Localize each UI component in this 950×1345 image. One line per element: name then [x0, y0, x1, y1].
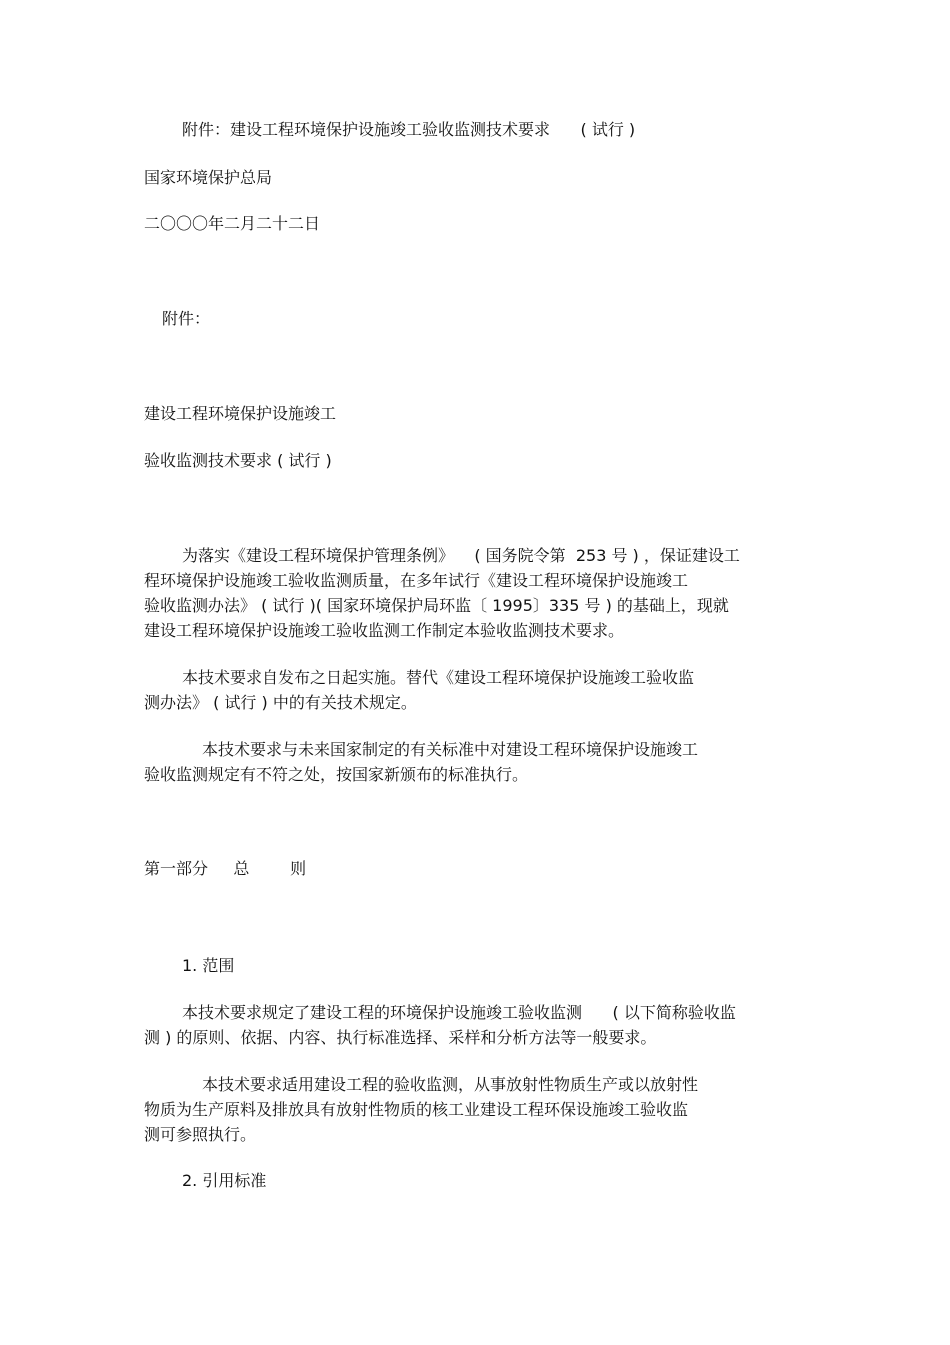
issue-date: 二〇〇〇年二月二十二日 [144, 214, 321, 233]
part-1-heading: 第一部分 总 则 [144, 859, 307, 878]
doc-title-line-1: 建设工程环境保护设施竣工 [144, 404, 337, 423]
section-2-title: 2. 引用标准 [182, 1171, 267, 1190]
paragraph-line: 验收监测规定有不符之处，按国家新颁布的标准执行。 [144, 765, 529, 784]
issuer: 国家环境保护总局 [144, 168, 273, 187]
paragraph-line: 为落实《建设工程环境保护管理条例》 ( 国务院令第 253 号 ) ，保证建设工 [182, 546, 740, 565]
paragraph-line: 物质为生产原料及排放具有放射性物质的核工业建设工程环保设施竣工验收监 [144, 1100, 689, 1119]
paragraph-line: 测 ) 的原则、依据、内容、执行标准选择、采样和分析方法等一般要求。 [144, 1028, 657, 1047]
paragraph-line: 本技术要求适用建设工程的验收监测，从事放射性物质生产或以放射性 [202, 1075, 699, 1094]
paragraph-line: 程环境保护设施竣工验收监测质量，在多年试行《建设工程环境保护设施竣工 [144, 571, 689, 590]
paragraph-line: 验收监测办法》 ( 试行 )( 国家环境保护局环监〔 1995〕335 号 ) 的基础上，现就 [144, 596, 729, 615]
section-1-title: 1. 范围 [182, 956, 235, 975]
paragraph-line: 测可参照执行。 [144, 1125, 257, 1144]
paragraph-line: 本技术要求规定了建设工程的环境保护设施竣工验收监测 ( 以下简称验收监 [182, 1003, 736, 1022]
paragraph-line: 本技术要求与未来国家制定的有关标准中对建设工程环境保护设施竣工 [202, 740, 699, 759]
doc-title-line-2: 验收监测技术要求 ( 试行 ) [144, 451, 332, 470]
attachment-label: 附件： [162, 309, 211, 328]
attachment-title: 附件：建设工程环境保护设施竣工验收监测技术要求 ( 试行 ) [182, 120, 636, 139]
paragraph-line: 本技术要求自发布之日起实施。替代《建设工程环境保护设施竣工验收监 [182, 668, 695, 687]
paragraph-line: 建设工程环境保护设施竣工验收监测工作制定本验收监测技术要求。 [144, 621, 625, 640]
paragraph-line: 测办法》 ( 试行 ) 中的有关技术规定。 [144, 693, 417, 712]
